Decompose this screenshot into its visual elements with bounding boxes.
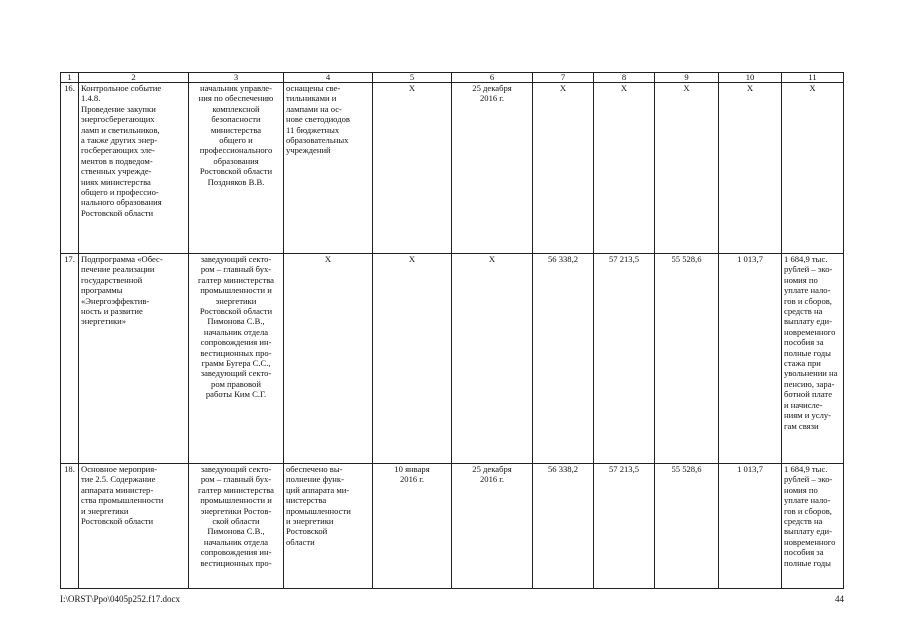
- value-cell: X: [594, 83, 655, 254]
- start-date-cell: 10 января 2016 г.: [373, 464, 452, 589]
- row-number: 17.: [61, 254, 79, 464]
- column-number: 9: [655, 73, 719, 83]
- column-number: 5: [373, 73, 452, 83]
- note-cell: 1 684,9 тыс. рублей – эко- номия по уплате нало- гов и сборов, средств на выплату еди- новременного пособия за полные годы стажа при увольнении на пенсию, зара- ботной плате и начисле- ниям и услу- гам связи: [782, 254, 844, 464]
- document-table: [60, 72, 844, 589]
- event-name-cell: Подпрограмма «Обес- печение реализации государственной программы «Энергоэффектив- ность и развитие энергетики»: [79, 254, 189, 464]
- row-number: 18.: [61, 464, 79, 589]
- table-header-row: [61, 73, 844, 83]
- column-number: 4: [284, 73, 373, 83]
- page-number: 44: [835, 594, 844, 604]
- column-number: 3: [189, 73, 284, 83]
- event-name-cell: Основное мероприя- тие 2.5. Содержание аппарата министер- ства промышленности и энергетики Ростовской области: [79, 464, 189, 589]
- responsible-cell: начальник управле- ния по обеспечению комплексной безопасности министерства общего и профессионального образования Ростовской области Поздняков В.В.: [189, 83, 284, 254]
- column-number: 10: [719, 73, 782, 83]
- column-number: 1: [61, 73, 79, 83]
- value-cell: 57 213,5: [594, 254, 655, 464]
- result-cell: X: [284, 254, 373, 464]
- responsible-cell: заведующий секто- ром – главный бух- галтер министерства промышленности и энергетики Ростов- ской области Пимонова С.В., начальник отдела сопровождения ин- вестиционных про-: [189, 464, 284, 589]
- column-number: 8: [594, 73, 655, 83]
- end-date-cell: 25 декабря 2016 г.: [452, 464, 533, 589]
- note-cell: X: [782, 83, 844, 254]
- value-cell: 1 013,7: [719, 464, 782, 589]
- column-number: 7: [533, 73, 594, 83]
- value-cell: X: [533, 83, 594, 254]
- start-date-cell: X: [373, 83, 452, 254]
- value-cell: 56 338,2: [533, 254, 594, 464]
- column-number: 11: [782, 73, 844, 83]
- end-date-cell: 25 декабря 2016 г.: [452, 83, 533, 254]
- value-cell: 1 013,7: [719, 254, 782, 464]
- table-row: [61, 83, 844, 254]
- row-number: 16.: [61, 83, 79, 254]
- value-cell: X: [719, 83, 782, 254]
- value-cell: X: [655, 83, 719, 254]
- result-cell: обеспечено вы- полнение функ- ций аппарата ми- нистерства промышленности и энергетики Ростовской области: [284, 464, 373, 589]
- column-number: 6: [452, 73, 533, 83]
- column-number: 2: [79, 73, 189, 83]
- end-date-cell: X: [452, 254, 533, 464]
- result-cell: оснащены све- тильниками и лампами на ос- нове светодиодов 11 бюджетных образовательных учреждений: [284, 83, 373, 254]
- start-date-cell: X: [373, 254, 452, 464]
- table-row: [61, 254, 844, 464]
- value-cell: 56 338,2: [533, 464, 594, 589]
- event-name-cell: Контрольное событие 1.4.8. Проведение закупки энергосберегающих ламп и светильников, а также других энер- госберегающих эле- ментов в подведом- ственных учрежде- ниях министерства общего и профессио- нального образования Ростовской области: [79, 83, 189, 254]
- value-cell: 55 528,6: [655, 464, 719, 589]
- value-cell: 57 213,5: [594, 464, 655, 589]
- footer-file-path: I:\ORST\Ppo\0405p252.f17.docx: [60, 594, 181, 604]
- note-cell: 1 684,9 тыс. рублей – эко- номия по уплате нало- гов и сборов, средств на выплату еди- новременного пособия за полные годы: [782, 464, 844, 589]
- table-row: [61, 464, 844, 589]
- value-cell: 55 528,6: [655, 254, 719, 464]
- responsible-cell: заведующий секто- ром – главный бух- галтер министерства промышленности и энергетики Ростовской области Пимонова С.В., начальник отдела сопровождения ин- вестиционных про- грамм Бугера С.С., заведующий секто- ром правовой работы Ким С.Г.: [189, 254, 284, 464]
